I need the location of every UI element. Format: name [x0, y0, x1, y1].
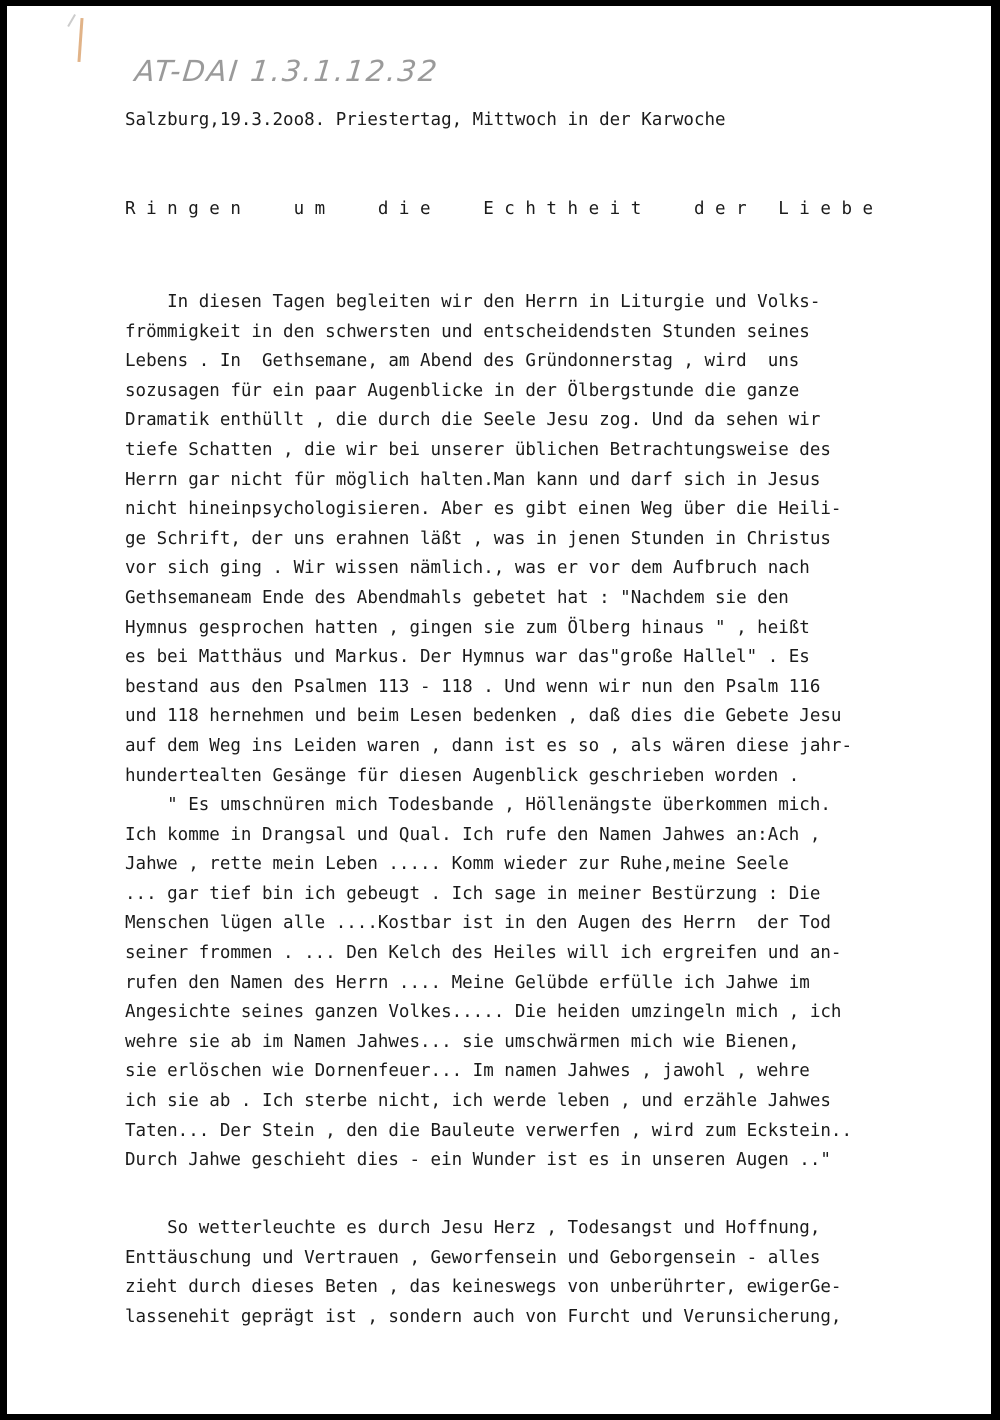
text-line: So wetterleuchte es durch Jesu Herz , Todesangst und Hoffnung, — [125, 1218, 821, 1238]
text-line: Menschen lügen alle ....Kostbar ist in den Augen des Herrn der Tod — [125, 913, 831, 934]
text-line: vor sich ging . Wir wissen nämlich., was er vor dem Aufbruch nach — [125, 558, 810, 579]
text-line: Angesichte seines ganzen Volkes..... Die heiden umzingeln mich , ich — [125, 1002, 842, 1023]
text-line: seiner frommen . ... Den Kelch des Heiles will ich ergreifen und an- — [125, 943, 842, 964]
pencil-stroke-mark — [77, 18, 83, 62]
text-line: tiefe Schatten , die wir bei unserer üblichen Betrachtungsweise des — [125, 439, 831, 460]
text-line: In diesen Tagen begleiten wir den Herrn in Liturgie und Volks- — [125, 292, 821, 312]
document-title: R i n g e n u m d i e E c h t h e i t d e r L i e b e — [125, 199, 874, 219]
paragraph-1 — [125, 288, 852, 1176]
text-line: Durch Jahwe geschieht dies - ein Wunder ist es in unseren Augen .." — [125, 1150, 831, 1171]
text-line: Gethsemaneam Ende des Abendmahls gebetet hat : "Nachdem sie den — [125, 587, 789, 608]
text-line: frömmigkeit in den schwersten und entscheidendsten Stunden seines — [125, 321, 810, 342]
text-line: Hymnus gesprochen hatten , gingen sie zum Ölberg hinaus " , heißt — [125, 617, 810, 638]
text-line: nicht hineinpsychologisieren. Aber es gibt einen Weg über die Heili- — [125, 499, 842, 520]
text-line: sie erlöschen wie Dornenfeuer... Im namen Jahwes , jawohl , wehre — [125, 1061, 810, 1082]
pencil-tick-mark — [62, 11, 76, 27]
text-line: lassenehit geprägt ist , sondern auch von Furcht und Verunsicherung, — [125, 1306, 842, 1327]
text-line: " Es umschnüren mich Todesbande , Höllenängste überkommen mich. — [125, 795, 831, 816]
text-line: Ich komme in Drangsal und Qual. Ich rufe den Namen Jahwes an:Ach , — [125, 824, 821, 845]
text-line: hundertealten Gesänge für diesen Augenblick geschrieben worden . — [125, 765, 800, 786]
archive-reference-handwritten: AT-DAI 1.3.1.12.32 — [133, 54, 441, 88]
text-line: bestand aus den Psalmen 113 - 118 . Und wenn wir nun den Psalm 116 — [125, 676, 821, 697]
text-line: rufen den Namen des Herrn .... Meine Gelübde erfülle ich Jahwe im — [125, 972, 810, 993]
text-line: es bei Matthäus und Markus. Der Hymnus war das"große Hallel" . Es — [125, 647, 810, 668]
paragraph-2 — [125, 1214, 841, 1332]
text-line: Lebens . In Gethsemane, am Abend des Gründonnerstag , wird uns — [125, 351, 800, 372]
text-line: zieht durch dieses Beten , das keineswegs von unberührter, ewigerGe- — [125, 1277, 842, 1298]
text-line: ... gar tief bin ich gebeugt . Ich sage in meiner Bestürzung : Die — [125, 883, 821, 904]
document-header: Salzburg,19.3.2oo8. Priestertag, Mittwoch in der Karwoche — [125, 110, 726, 130]
text-line: ge Schrift, der uns erahnen läßt , was in jenen Stunden in Christus — [125, 528, 831, 549]
text-line: Jahwe , rette mein Leben ..... Komm wieder zur Ruhe,meine Seele — [125, 854, 789, 875]
text-line: sozusagen für ein paar Augenblicke in der Ölbergstunde die ganze — [125, 380, 800, 401]
text-line: und 118 hernehmen und beim Lesen bedenken , daß dies die Gebete Jesu — [125, 706, 842, 727]
text-line: Dramatik enthüllt , die durch die Seele Jesu zog. Und da sehen wir — [125, 410, 821, 431]
text-line: Taten... Der Stein , den die Bauleute verwerfen , wird zum Eckstein.. — [125, 1120, 852, 1141]
text-line: ich sie ab . Ich sterbe nicht, ich werde leben , und erzähle Jahwes — [125, 1091, 831, 1112]
text-line: Enttäuschung und Vertrauen , Geworfensein und Geborgensein - alles — [125, 1247, 821, 1268]
text-line: wehre sie ab im Namen Jahwes... sie umschwärmen mich wie Bienen, — [125, 1031, 800, 1052]
text-line: Herrn gar nicht für möglich halten.Man kann und darf sich in Jesus — [125, 469, 821, 490]
document-page — [7, 6, 991, 1414]
text-line: auf dem Weg ins Leiden waren , dann ist es so , als wären diese jahr- — [125, 735, 852, 756]
